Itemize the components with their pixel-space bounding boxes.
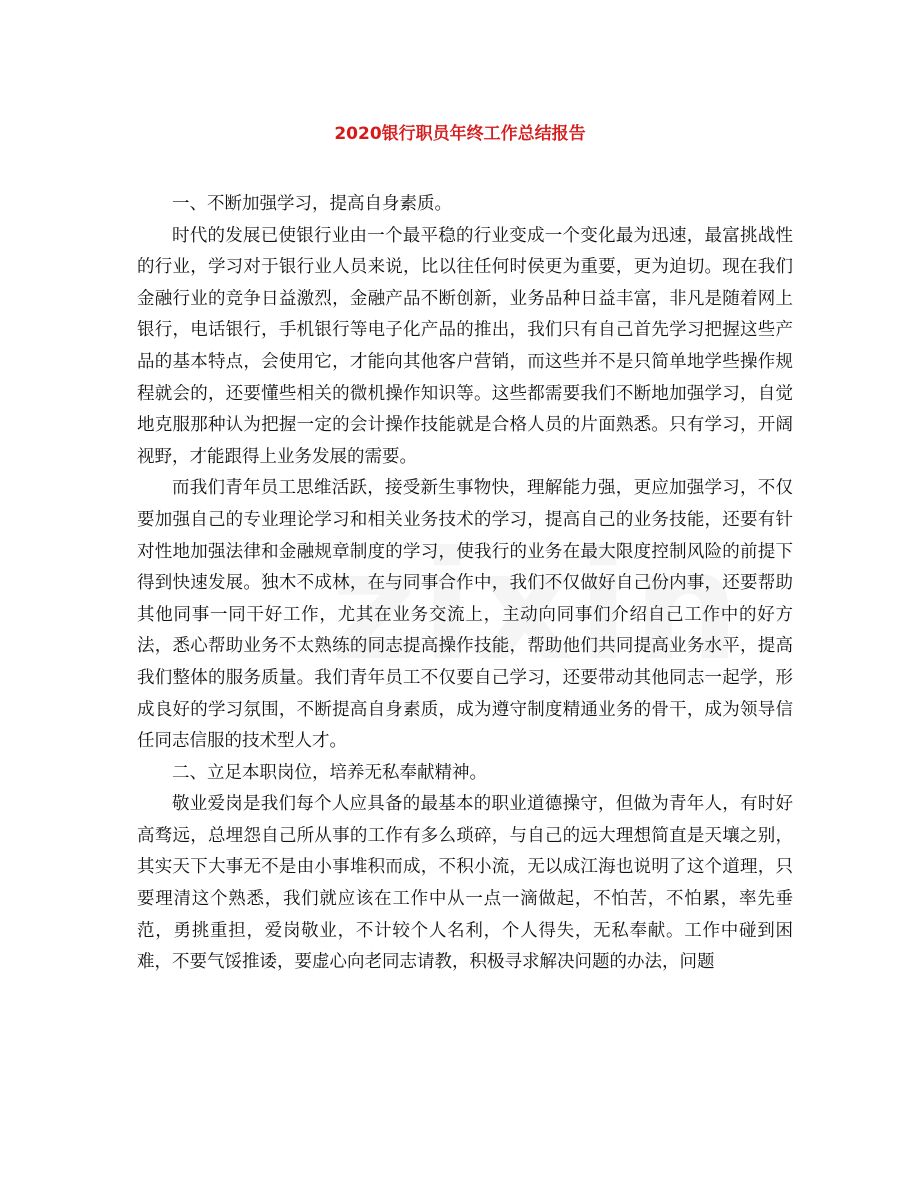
section-heading-1: 一、不断加强学习，提高自身素质。 (172, 194, 452, 214)
paragraph: 时代的发展已使银行业由一个最平稳的行业变成一个变化最为迅速，最富挑战性的行业，学习对于银行业人员来说，比以往任何时侯更为重要，更为迫切。现在我们金融行业的竞争日益激烈，金融产品不断创新，业务品种日益丰富，非凡是随着网上银行，电话银行，手机银行等电子化产品的推出，我们只有自己首先学习把握这些产品的基本特点，会使用它，才能向其他客户营销，而这些并不是只简单地学些操作规程就会的，还要懂些相关的微机操作知识等。这些都需要我们不断地加强学习，自觉地克服那种认为把握一定的会计操作技能就是合格人员的片面熟悉。只有学习，开阔视野，才能跟得上业务发展的需要。 (137, 225, 793, 467)
document-body (137, 189, 793, 979)
paragraph: 而我们青年员工思维活跃，接受新生事物快，理解能力强，更应加强学习，不仅要加强自己的专业理论学习和相关业务技术的学习，提高自己的业务技能，还要有针对性地加强法律和金融规章制度的学习，使我行的业务在最大限度控制风险的前提下得到快速发展。独木不成林，在与同事合作中，我们不仅做好自己份内事，还要帮助其他同事一同干好工作，尤其在业务交流上，主动向同事们介绍自己工作中的好方法，悉心帮助业务不太熟练的同志提高操作技能，帮助他们共同提高业务水平，提高我们整体的服务质量。我们青年员工不仅要自己学习，还要带动其他同志一起学，形成良好的学习氛围，不断提高自身素质，成为遵守制度精通业务的骨干，成为领导信任同志信服的技术型人才。 (137, 478, 793, 752)
document-title: 2020银行职员年终工作总结报告 (334, 124, 586, 144)
section-heading-2: 二、立足本职岗位，培养无私奉献精神。 (172, 762, 487, 783)
paragraph: 敬业爱岗是我们每个人应具备的最基本的职业道德操守，但做为青年人，有时好高骛远，总埋怨自己所从事的工作有多么琐碎，与自己的远大理想简直是天壤之别，其实天下大事无不是由小事堆积而成，不积小流，无以成江海也说明了这个道理，只要理清这个熟悉，我们就应该在工作中从一点一滴做起，不怕苦，不怕累，率先垂范，勇挑重担，爱岗敬业，不计较个人名利，个人得失，无私奉献。工作中碰到困难，不要气馁推诿，要虚心向老同志请教，积极寻求解决问题的办法，问题 (137, 794, 793, 973)
